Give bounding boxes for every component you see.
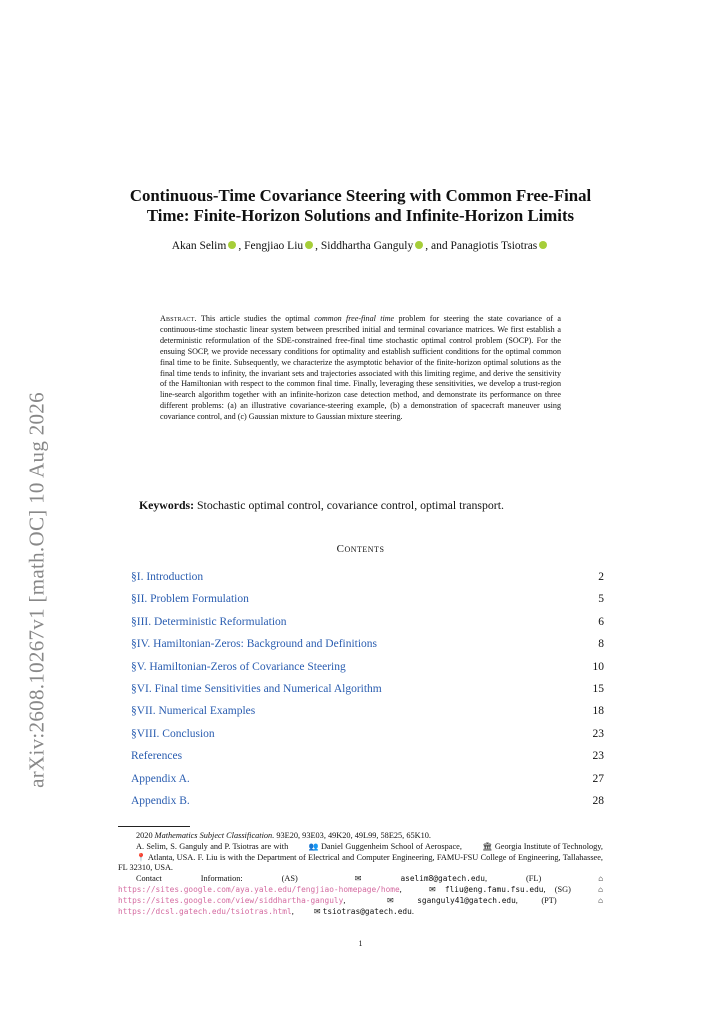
homepage-link[interactable]: https://sites.google.com/aya.yale.edu/fengjiao-homepage/home [118, 884, 400, 894]
envelope-icon: ✉ [386, 895, 394, 905]
home-icon: ⌂ [598, 874, 603, 884]
toc-page: 28 [592, 794, 604, 807]
envelope-icon: ✉ [428, 884, 436, 894]
institution-icon: 🏛 [482, 841, 493, 851]
toc-row [131, 750, 604, 772]
keywords [139, 498, 589, 513]
email-link[interactable]: tsiotras@gatech.edu [322, 906, 412, 916]
envelope-icon: ✉ [313, 906, 321, 916]
toc-page: 6 [598, 615, 604, 628]
toc-row [131, 683, 604, 705]
author-name: Siddhartha Ganguly [320, 240, 414, 252]
toc-page: 23 [592, 727, 604, 740]
orcid-icon[interactable] [228, 241, 236, 249]
toc-link[interactable]: §III. Deterministic Reformulation [131, 615, 287, 628]
toc-row [131, 728, 604, 750]
abstract-label: Abstract. [160, 314, 197, 323]
toc-row [131, 616, 604, 638]
toc-link[interactable]: Appendix A. [131, 772, 190, 785]
toc-link[interactable]: §I. Introduction [131, 571, 204, 583]
orcid-icon[interactable] [539, 241, 547, 249]
home-icon: ⌂ [598, 884, 603, 894]
toc-link[interactable]: §VII. Numerical Examples [131, 705, 256, 718]
abstract-emphasis: common free-final time [314, 314, 395, 323]
toc-link[interactable]: References [131, 750, 183, 763]
orcid-icon[interactable] [415, 241, 423, 249]
toc-row [131, 773, 604, 795]
footnote-rule [118, 826, 190, 827]
toc-page: 15 [592, 682, 604, 695]
toc-link[interactable]: §VIII. Conclusion [131, 727, 215, 740]
email-link[interactable]: sganguly41@gatech.edu [417, 895, 516, 905]
author-list: Akan Selim , Fengjiao Liu , Siddhartha Ganguly , and Panagiotis Tsiotras [90, 240, 631, 252]
toc-page: 2 [598, 571, 604, 583]
toc-row [131, 661, 604, 683]
abstract: Abstract. This article studies the optimal common free-final time problem for steering the state covariance of a continuous-time stochastic linear system between prescribed initial and terminal covariance matrices. We first establish a deterministic reformulation of the SDE-constrained free-final time stochastic optimal control problem (SOCP). For the ensuing SOCP, we provide necessary conditions for optimality and establish sufficient conditions for the optimal common final time to be finite. Subsequently, we characterize the asymptotic behavior of the finite-horizon optimal solutions as the final time tends to infinity, the invariant sets and trajectories associated with this limiting regime, and derive the sensitivity of the Hamiltonian with respect to the common final time. Finally, leveraging these sensitivities, we develop a trust-region line-search algorithm together with an infinite-horizon case detection method, and demonstrate its performance on three different problems: (a) an illustrative covariance-steering example, (b) a demonstration of spacecraft maneuver using covariance control, and (c) Gaussian mixture to Gaussian mixture steering. [160, 314, 561, 422]
homepage-link[interactable]: https://dcsl.gatech.edu/tsiotras.html [118, 906, 292, 916]
toc-page: 8 [598, 638, 604, 651]
arxiv-identifier: arXiv:2608.10267v1 [math.OC] 10 Aug 2026 [24, 392, 49, 788]
toc-page: 10 [592, 660, 604, 673]
toc-row [131, 571, 604, 593]
msc-footnote: 2020 Mathematics Subject Classification. 93E20, 93E03, 49K20, 49L99, 58E25, 65K10. [136, 831, 431, 840]
contents-heading: Contents [336, 543, 385, 555]
toc-page: 5 [598, 593, 604, 606]
affiliation-footnote: A. Selim, S. Ganguly and P. Tsiotras are with 👥 Daniel Guggenheim School of Aerospace, 🏛 Georgia Institute of Technology, 📍 Atlanta, USA. F. Liu is with the Department of Electrical and Computer Engineering, FAMU-FSU College of Engineering, Tallahassee, FL 32310, USA. [118, 841, 603, 873]
toc-link[interactable]: §II. Problem Formulation [131, 593, 249, 606]
orcid-icon[interactable] [305, 241, 313, 249]
keywords-label: Keywords: [139, 498, 195, 512]
toc-row [131, 705, 604, 727]
people-icon: 👥 [308, 841, 319, 851]
contact-footnote: Contact Information: (AS) ✉ aselim8@gatech.edu, (FL) ⌂ https://sites.google.com/aya.yale.edu/fengjiao-homepage/home, ✉ fliu@eng.famu.fsu.edu, (SG) ⌂ https://sites.google.com/view/siddhartha-ganguly, ✉ sganguly41@gatech.edu, (PT) ⌂ https://dcsl.gatech.edu/tsiotras.html, ✉ tsiotras@gatech.edu. [118, 874, 603, 916]
homepage-link[interactable]: https://sites.google.com/view/siddhartha-ganguly [118, 895, 344, 905]
footnotes [118, 831, 603, 917]
arxiv-sidebar [12, 360, 62, 820]
toc-page: 23 [592, 750, 604, 763]
author-name: Fengjiao Liu [244, 240, 304, 252]
home-icon: ⌂ [598, 895, 603, 905]
toc-row [131, 638, 604, 660]
title-line-2: Time: Finite-Horizon Solutions and Infinite-Horizon Limits [146, 206, 575, 225]
title-line-1: Continuous-Time Covariance Steering with Common Free-Final [129, 186, 592, 205]
email-link[interactable]: fliu@eng.famu.fsu.edu [444, 884, 544, 894]
keywords-text: Stochastic optimal control, covariance control, optimal transport. [197, 498, 504, 512]
paper-title [90, 186, 631, 226]
toc-link[interactable]: §V. Hamiltonian-Zeros of Covariance Steering [131, 660, 346, 673]
table-of-contents [131, 571, 604, 817]
toc-page: 27 [592, 772, 604, 785]
toc-page: 18 [592, 705, 604, 718]
author-name: Akan Selim [171, 240, 227, 252]
toc-row [131, 795, 604, 817]
location-pin-icon: 📍 [136, 852, 146, 862]
toc-link[interactable]: Appendix B. [131, 794, 190, 807]
envelope-icon: ✉ [354, 874, 362, 884]
page-number: 1 [358, 939, 363, 948]
author-name: Panagiotis Tsiotras [450, 240, 538, 252]
email-link[interactable]: aselim8@gatech.edu [400, 874, 485, 884]
toc-link[interactable]: §IV. Hamiltonian-Zeros: Background and Definitions [131, 638, 378, 651]
toc-row [131, 593, 604, 615]
toc-link[interactable]: §VI. Final time Sensitivities and Numerical Algorithm [131, 682, 382, 695]
